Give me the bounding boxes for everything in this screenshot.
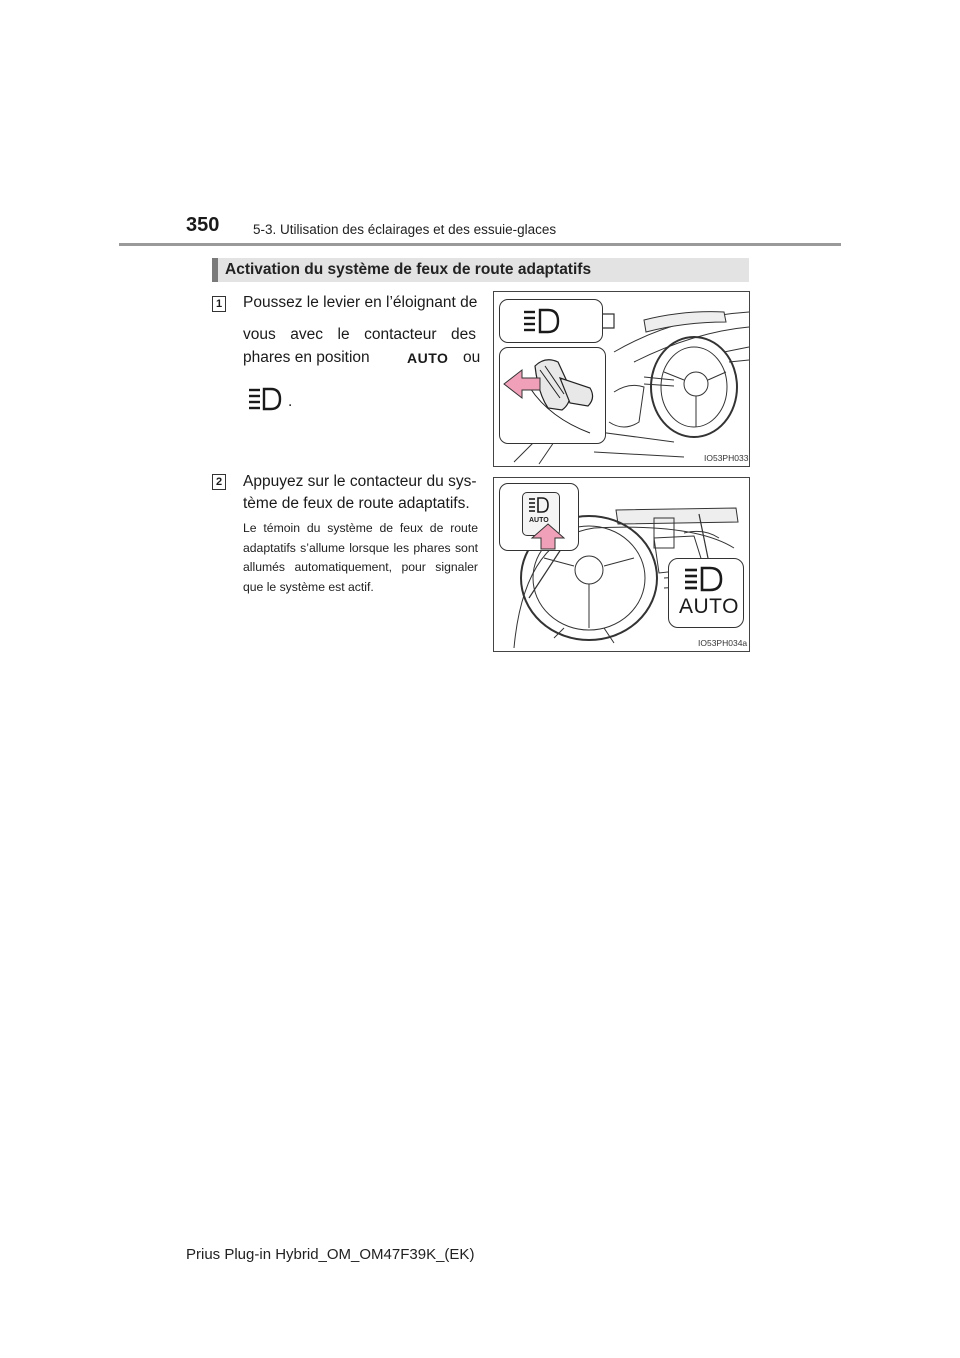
- step-1-line-2: vous avec le contacteur des: [243, 326, 476, 343]
- press-arrow-icon: [532, 524, 564, 549]
- step-2-note: Le témoin du système de feux de route adaptatifs s’allume lorsque les phares sont allumés automatiquement, pour signaler que le système est actif.: [243, 521, 478, 594]
- step-number-1: 1: [212, 296, 226, 312]
- running-header: 5-3. Utilisation des éclairages et des essuie-glaces: [253, 222, 557, 237]
- callout-headlight: [499, 299, 603, 343]
- switch-auto-label: AUTO: [529, 517, 549, 524]
- indicator-auto-label: AUTO: [679, 595, 739, 618]
- figure-code-1: IO53PH033: [704, 453, 749, 463]
- step-1-line-3: phares en position: [243, 349, 370, 366]
- section-title: Activation du système de feux de route adaptatifs: [225, 261, 592, 278]
- period: .: [288, 393, 293, 410]
- callout-switch: [499, 483, 579, 551]
- or-word: ou: [463, 349, 481, 366]
- figure-switch-press: [493, 477, 750, 652]
- footer-document-id: Prius Plug-in Hybrid_OM_OM47F39K_(EK): [186, 1246, 475, 1263]
- headlight-icon: [247, 386, 283, 412]
- figure-lever-push: [493, 291, 750, 467]
- section-accent: [212, 258, 218, 282]
- step-2-line-1: Appuyez sur le contacteur du sys-: [243, 473, 477, 490]
- step-number-2: 2: [212, 474, 226, 490]
- figure-code-2: IO53PH034a: [698, 638, 748, 648]
- callout-lever: [499, 347, 606, 444]
- auto-symbol: AUTO: [407, 350, 449, 366]
- page-number: 350: [186, 214, 220, 236]
- step-2-line-2: tème de feux de route adaptatifs.: [243, 495, 470, 512]
- header-rule: [119, 243, 841, 246]
- callout-indicator: [668, 558, 744, 628]
- section-heading: [212, 258, 749, 282]
- step-1-line-1: Poussez le levier en l’éloignant de: [243, 294, 478, 311]
